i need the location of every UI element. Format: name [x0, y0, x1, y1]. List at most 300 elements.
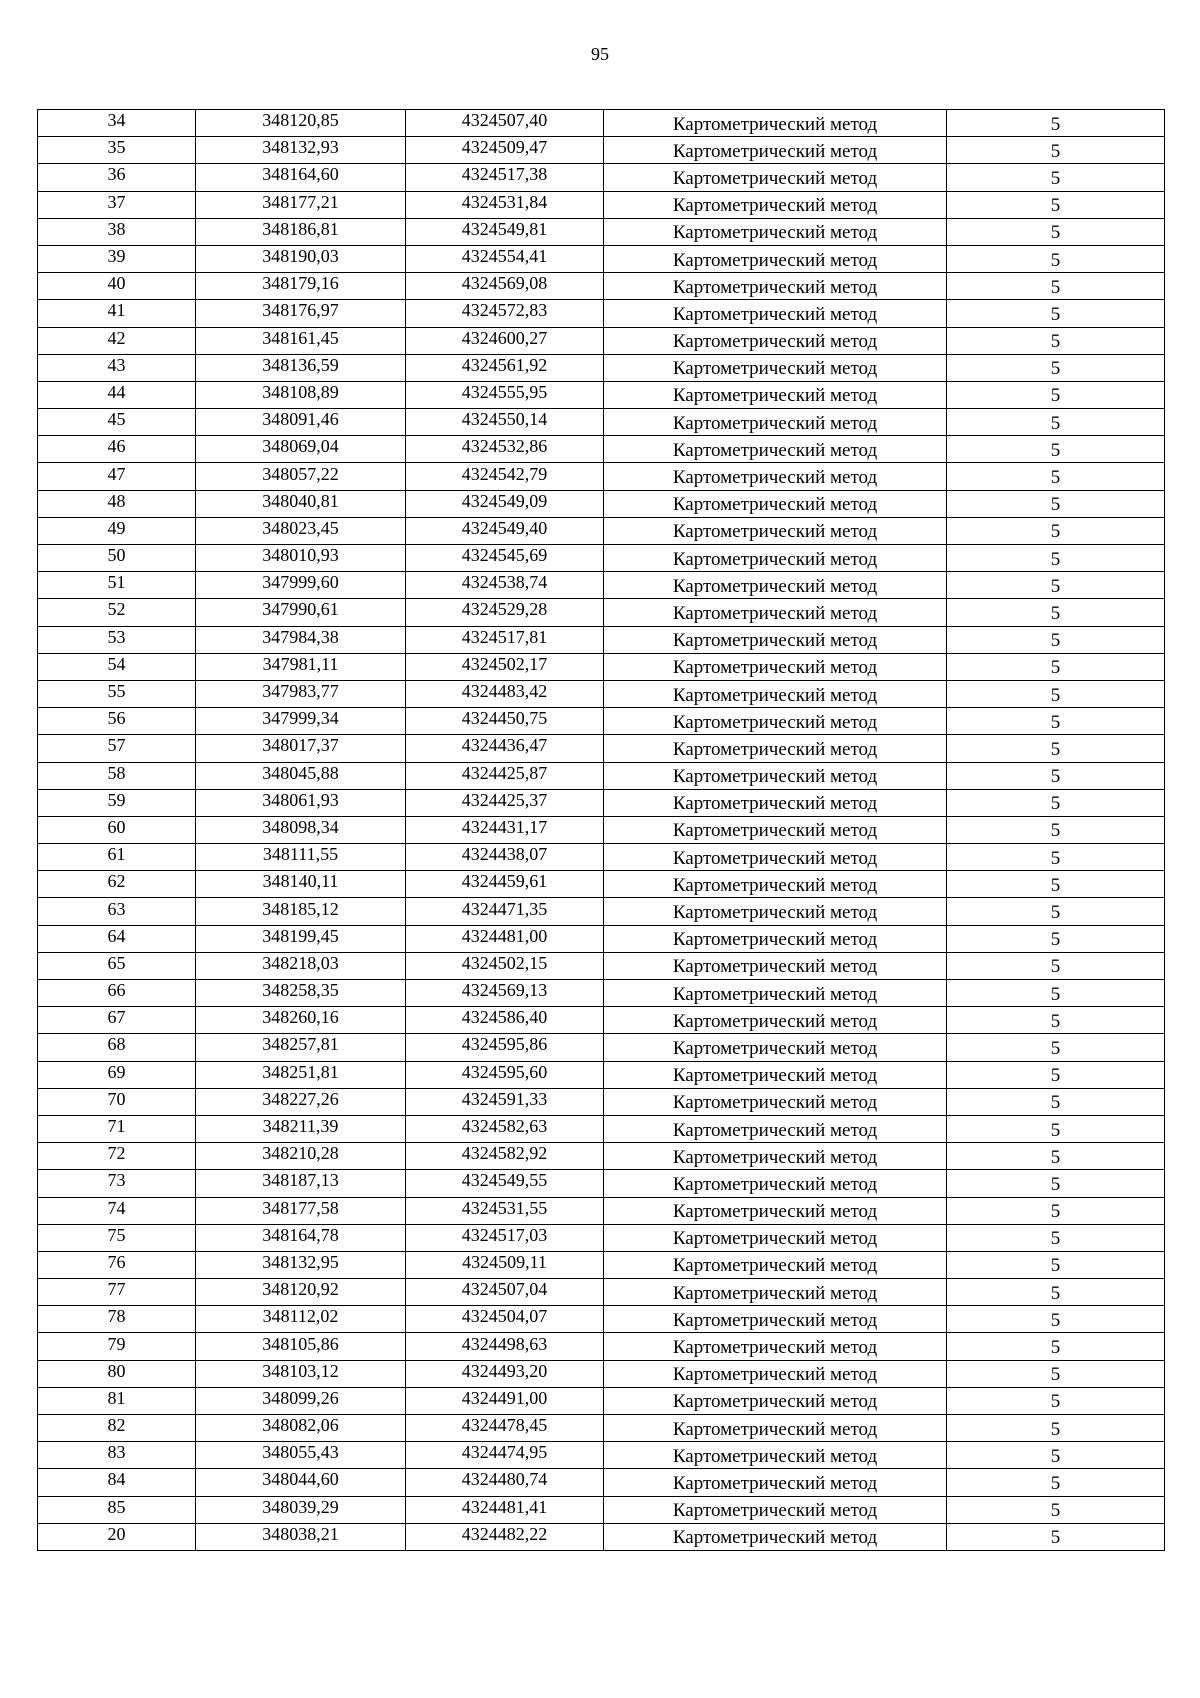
y-coordinate-cell: 4324531,84	[406, 191, 604, 218]
accuracy-cell: 5	[947, 1115, 1165, 1142]
point-number-cell: 34	[38, 110, 196, 137]
table-row	[38, 218, 1165, 245]
y-coordinate-cell: 4324569,13	[406, 980, 604, 1007]
x-coordinate-cell: 348082,06	[196, 1415, 406, 1442]
accuracy-cell: 5	[947, 599, 1165, 626]
table-row	[38, 1088, 1165, 1115]
y-coordinate-cell: 4324531,55	[406, 1197, 604, 1224]
method-cell: Картометрический метод	[604, 1523, 947, 1550]
point-number-cell: 35	[38, 137, 196, 164]
table-row	[38, 1061, 1165, 1088]
accuracy-cell: 5	[947, 137, 1165, 164]
accuracy-cell: 5	[947, 218, 1165, 245]
y-coordinate-cell: 4324582,63	[406, 1115, 604, 1142]
table-row	[38, 844, 1165, 871]
x-coordinate-cell: 347999,60	[196, 572, 406, 599]
table-row	[38, 572, 1165, 599]
x-coordinate-cell: 348258,35	[196, 980, 406, 1007]
method-cell: Картометрический метод	[604, 245, 947, 272]
point-number-cell: 59	[38, 789, 196, 816]
table-row	[38, 1360, 1165, 1387]
x-coordinate-cell: 348039,29	[196, 1496, 406, 1523]
y-coordinate-cell: 4324474,95	[406, 1442, 604, 1469]
x-coordinate-cell: 348164,78	[196, 1224, 406, 1251]
y-coordinate-cell: 4324569,08	[406, 273, 604, 300]
method-cell: Картометрический метод	[604, 925, 947, 952]
x-coordinate-cell: 348057,22	[196, 463, 406, 490]
table-row	[38, 599, 1165, 626]
point-number-cell: 40	[38, 273, 196, 300]
x-coordinate-cell: 348069,04	[196, 436, 406, 463]
table-row	[38, 871, 1165, 898]
coordinates-table-body	[38, 110, 1165, 1551]
point-number-cell: 64	[38, 925, 196, 952]
accuracy-cell: 5	[947, 653, 1165, 680]
accuracy-cell: 5	[947, 925, 1165, 952]
y-coordinate-cell: 4324502,15	[406, 952, 604, 979]
y-coordinate-cell: 4324459,61	[406, 871, 604, 898]
table-row	[38, 137, 1165, 164]
table-row	[38, 409, 1165, 436]
y-coordinate-cell: 4324507,04	[406, 1279, 604, 1306]
y-coordinate-cell: 4324529,28	[406, 599, 604, 626]
point-number-cell: 60	[38, 816, 196, 843]
y-coordinate-cell: 4324481,00	[406, 925, 604, 952]
table-row	[38, 789, 1165, 816]
point-number-cell: 67	[38, 1007, 196, 1034]
point-number-cell: 58	[38, 762, 196, 789]
point-number-cell: 53	[38, 626, 196, 653]
point-number-cell: 57	[38, 735, 196, 762]
x-coordinate-cell: 348120,85	[196, 110, 406, 137]
method-cell: Картометрический метод	[604, 218, 947, 245]
accuracy-cell: 5	[947, 354, 1165, 381]
method-cell: Картометрический метод	[604, 327, 947, 354]
table-row	[38, 898, 1165, 925]
point-number-cell: 61	[38, 844, 196, 871]
accuracy-cell: 5	[947, 545, 1165, 572]
accuracy-cell: 5	[947, 1496, 1165, 1523]
table-row	[38, 952, 1165, 979]
point-number-cell: 71	[38, 1115, 196, 1142]
method-cell: Картометрический метод	[604, 545, 947, 572]
x-coordinate-cell: 348044,60	[196, 1469, 406, 1496]
method-cell: Картометрический метод	[604, 680, 947, 707]
accuracy-cell: 5	[947, 980, 1165, 1007]
accuracy-cell: 5	[947, 898, 1165, 925]
method-cell: Картометрический метод	[604, 762, 947, 789]
table-row	[38, 300, 1165, 327]
y-coordinate-cell: 4324481,41	[406, 1496, 604, 1523]
table-row	[38, 816, 1165, 843]
point-number-cell: 56	[38, 708, 196, 735]
y-coordinate-cell: 4324591,33	[406, 1088, 604, 1115]
method-cell: Картометрический метод	[604, 490, 947, 517]
accuracy-cell: 5	[947, 409, 1165, 436]
x-coordinate-cell: 348179,16	[196, 273, 406, 300]
accuracy-cell: 5	[947, 1007, 1165, 1034]
x-coordinate-cell: 348185,12	[196, 898, 406, 925]
method-cell: Картометрический метод	[604, 735, 947, 762]
method-cell: Картометрический метод	[604, 1415, 947, 1442]
point-number-cell: 81	[38, 1387, 196, 1414]
method-cell: Картометрический метод	[604, 1279, 947, 1306]
y-coordinate-cell: 4324538,74	[406, 572, 604, 599]
method-cell: Картометрический метод	[604, 1387, 947, 1414]
y-coordinate-cell: 4324480,74	[406, 1469, 604, 1496]
table-row	[38, 1306, 1165, 1333]
method-cell: Картометрический метод	[604, 1469, 947, 1496]
table-row	[38, 1197, 1165, 1224]
method-cell: Картометрический метод	[604, 1170, 947, 1197]
y-coordinate-cell: 4324517,81	[406, 626, 604, 653]
accuracy-cell: 5	[947, 1197, 1165, 1224]
x-coordinate-cell: 348105,86	[196, 1333, 406, 1360]
point-number-cell: 76	[38, 1251, 196, 1278]
y-coordinate-cell: 4324545,69	[406, 545, 604, 572]
point-number-cell: 75	[38, 1224, 196, 1251]
y-coordinate-cell: 4324586,40	[406, 1007, 604, 1034]
point-number-cell: 42	[38, 327, 196, 354]
table-row	[38, 463, 1165, 490]
point-number-cell: 38	[38, 218, 196, 245]
point-number-cell: 41	[38, 300, 196, 327]
x-coordinate-cell: 347984,38	[196, 626, 406, 653]
y-coordinate-cell: 4324502,17	[406, 653, 604, 680]
x-coordinate-cell: 348038,21	[196, 1523, 406, 1550]
y-coordinate-cell: 4324509,47	[406, 137, 604, 164]
accuracy-cell: 5	[947, 381, 1165, 408]
table-row	[38, 980, 1165, 1007]
table-row	[38, 164, 1165, 191]
x-coordinate-cell: 348010,93	[196, 545, 406, 572]
y-coordinate-cell: 4324542,79	[406, 463, 604, 490]
method-cell: Картометрический метод	[604, 381, 947, 408]
x-coordinate-cell: 348017,37	[196, 735, 406, 762]
y-coordinate-cell: 4324431,17	[406, 816, 604, 843]
y-coordinate-cell: 4324600,27	[406, 327, 604, 354]
table-row	[38, 517, 1165, 544]
point-number-cell: 55	[38, 680, 196, 707]
accuracy-cell: 5	[947, 1251, 1165, 1278]
point-number-cell: 80	[38, 1360, 196, 1387]
accuracy-cell: 5	[947, 1415, 1165, 1442]
y-coordinate-cell: 4324550,14	[406, 409, 604, 436]
point-number-cell: 39	[38, 245, 196, 272]
point-number-cell: 48	[38, 490, 196, 517]
method-cell: Картометрический метод	[604, 1197, 947, 1224]
coordinates-table	[37, 109, 1165, 1551]
point-number-cell: 85	[38, 1496, 196, 1523]
table-row	[38, 735, 1165, 762]
accuracy-cell: 5	[947, 300, 1165, 327]
point-number-cell: 46	[38, 436, 196, 463]
accuracy-cell: 5	[947, 789, 1165, 816]
accuracy-cell: 5	[947, 245, 1165, 272]
x-coordinate-cell: 348136,59	[196, 354, 406, 381]
table-row	[38, 1523, 1165, 1550]
x-coordinate-cell: 348210,28	[196, 1143, 406, 1170]
method-cell: Картометрический метод	[604, 1088, 947, 1115]
x-coordinate-cell: 348120,92	[196, 1279, 406, 1306]
y-coordinate-cell: 4324582,92	[406, 1143, 604, 1170]
x-coordinate-cell: 347999,34	[196, 708, 406, 735]
point-number-cell: 37	[38, 191, 196, 218]
accuracy-cell: 5	[947, 1279, 1165, 1306]
accuracy-cell: 5	[947, 1034, 1165, 1061]
method-cell: Картометрический метод	[604, 1442, 947, 1469]
point-number-cell: 73	[38, 1170, 196, 1197]
table-row	[38, 1496, 1165, 1523]
accuracy-cell: 5	[947, 327, 1165, 354]
x-coordinate-cell: 347990,61	[196, 599, 406, 626]
table-row	[38, 1387, 1165, 1414]
x-coordinate-cell: 348177,58	[196, 1197, 406, 1224]
accuracy-cell: 5	[947, 572, 1165, 599]
x-coordinate-cell: 348132,95	[196, 1251, 406, 1278]
method-cell: Картометрический метод	[604, 436, 947, 463]
point-number-cell: 68	[38, 1034, 196, 1061]
method-cell: Картометрический метод	[604, 110, 947, 137]
x-coordinate-cell: 348199,45	[196, 925, 406, 952]
point-number-cell: 74	[38, 1197, 196, 1224]
accuracy-cell: 5	[947, 708, 1165, 735]
accuracy-cell: 5	[947, 517, 1165, 544]
method-cell: Картометрический метод	[604, 1224, 947, 1251]
accuracy-cell: 5	[947, 816, 1165, 843]
accuracy-cell: 5	[947, 1170, 1165, 1197]
table-row	[38, 327, 1165, 354]
method-cell: Картометрический метод	[604, 789, 947, 816]
accuracy-cell: 5	[947, 1469, 1165, 1496]
method-cell: Картометрический метод	[604, 517, 947, 544]
method-cell: Картометрический метод	[604, 844, 947, 871]
method-cell: Картометрический метод	[604, 708, 947, 735]
y-coordinate-cell: 4324504,07	[406, 1306, 604, 1333]
method-cell: Картометрический метод	[604, 273, 947, 300]
y-coordinate-cell: 4324425,37	[406, 789, 604, 816]
x-coordinate-cell: 348187,13	[196, 1170, 406, 1197]
table-row	[38, 110, 1165, 137]
method-cell: Картометрический метод	[604, 626, 947, 653]
accuracy-cell: 5	[947, 1143, 1165, 1170]
point-number-cell: 20	[38, 1523, 196, 1550]
x-coordinate-cell: 348260,16	[196, 1007, 406, 1034]
table-row	[38, 1170, 1165, 1197]
method-cell: Картометрический метод	[604, 1061, 947, 1088]
point-number-cell: 72	[38, 1143, 196, 1170]
point-number-cell: 70	[38, 1088, 196, 1115]
x-coordinate-cell: 348091,46	[196, 409, 406, 436]
table-row	[38, 1007, 1165, 1034]
table-row	[38, 1115, 1165, 1142]
table-row	[38, 1224, 1165, 1251]
accuracy-cell: 5	[947, 1061, 1165, 1088]
accuracy-cell: 5	[947, 1387, 1165, 1414]
y-coordinate-cell: 4324549,09	[406, 490, 604, 517]
table-row	[38, 436, 1165, 463]
table-row	[38, 708, 1165, 735]
method-cell: Картометрический метод	[604, 816, 947, 843]
point-number-cell: 66	[38, 980, 196, 1007]
point-number-cell: 77	[38, 1279, 196, 1306]
method-cell: Картометрический метод	[604, 952, 947, 979]
table-row	[38, 626, 1165, 653]
method-cell: Картометрический метод	[604, 1115, 947, 1142]
accuracy-cell: 5	[947, 735, 1165, 762]
y-coordinate-cell: 4324498,63	[406, 1333, 604, 1360]
x-coordinate-cell: 348040,81	[196, 490, 406, 517]
method-cell: Картометрический метод	[604, 1360, 947, 1387]
accuracy-cell: 5	[947, 952, 1165, 979]
x-coordinate-cell: 348186,81	[196, 218, 406, 245]
method-cell: Картометрический метод	[604, 1496, 947, 1523]
x-coordinate-cell: 347983,77	[196, 680, 406, 707]
x-coordinate-cell: 348161,45	[196, 327, 406, 354]
y-coordinate-cell: 4324572,83	[406, 300, 604, 327]
method-cell: Картометрический метод	[604, 191, 947, 218]
y-coordinate-cell: 4324549,81	[406, 218, 604, 245]
point-number-cell: 51	[38, 572, 196, 599]
y-coordinate-cell: 4324425,87	[406, 762, 604, 789]
x-coordinate-cell: 348112,02	[196, 1306, 406, 1333]
x-coordinate-cell: 348257,81	[196, 1034, 406, 1061]
point-number-cell: 78	[38, 1306, 196, 1333]
method-cell: Картометрический метод	[604, 898, 947, 925]
table-row	[38, 1415, 1165, 1442]
y-coordinate-cell: 4324509,11	[406, 1251, 604, 1278]
table-row	[38, 354, 1165, 381]
accuracy-cell: 5	[947, 626, 1165, 653]
point-number-cell: 54	[38, 653, 196, 680]
x-coordinate-cell: 348132,93	[196, 137, 406, 164]
point-number-cell: 83	[38, 1442, 196, 1469]
table-row	[38, 925, 1165, 952]
y-coordinate-cell: 4324438,07	[406, 844, 604, 871]
x-coordinate-cell: 348055,43	[196, 1442, 406, 1469]
point-number-cell: 50	[38, 545, 196, 572]
accuracy-cell: 5	[947, 110, 1165, 137]
accuracy-cell: 5	[947, 1306, 1165, 1333]
accuracy-cell: 5	[947, 164, 1165, 191]
y-coordinate-cell: 4324482,22	[406, 1523, 604, 1550]
method-cell: Картометрический метод	[604, 1251, 947, 1278]
table-row	[38, 490, 1165, 517]
method-cell: Картометрический метод	[604, 599, 947, 626]
y-coordinate-cell: 4324507,40	[406, 110, 604, 137]
y-coordinate-cell: 4324450,75	[406, 708, 604, 735]
point-number-cell: 82	[38, 1415, 196, 1442]
point-number-cell: 62	[38, 871, 196, 898]
point-number-cell: 44	[38, 381, 196, 408]
y-coordinate-cell: 4324549,40	[406, 517, 604, 544]
method-cell: Картометрический метод	[604, 409, 947, 436]
accuracy-cell: 5	[947, 463, 1165, 490]
table-row	[38, 545, 1165, 572]
method-cell: Картометрический метод	[604, 653, 947, 680]
table-row	[38, 1442, 1165, 1469]
x-coordinate-cell: 348218,03	[196, 952, 406, 979]
method-cell: Картометрический метод	[604, 572, 947, 599]
x-coordinate-cell: 348108,89	[196, 381, 406, 408]
accuracy-cell: 5	[947, 436, 1165, 463]
y-coordinate-cell: 4324493,20	[406, 1360, 604, 1387]
table-row	[38, 762, 1165, 789]
method-cell: Картометрический метод	[604, 463, 947, 490]
method-cell: Картометрический метод	[604, 1306, 947, 1333]
x-coordinate-cell: 348023,45	[196, 517, 406, 544]
method-cell: Картометрический метод	[604, 871, 947, 898]
page-number: 95	[591, 44, 609, 64]
accuracy-cell: 5	[947, 1333, 1165, 1360]
method-cell: Картометрический метод	[604, 1143, 947, 1170]
y-coordinate-cell: 4324532,86	[406, 436, 604, 463]
method-cell: Картометрический метод	[604, 1007, 947, 1034]
point-number-cell: 45	[38, 409, 196, 436]
y-coordinate-cell: 4324491,00	[406, 1387, 604, 1414]
table-row	[38, 191, 1165, 218]
method-cell: Картометрический метод	[604, 300, 947, 327]
accuracy-cell: 5	[947, 490, 1165, 517]
point-number-cell: 47	[38, 463, 196, 490]
method-cell: Картометрический метод	[604, 164, 947, 191]
table-row	[38, 1034, 1165, 1061]
table-row	[38, 653, 1165, 680]
method-cell: Картометрический метод	[604, 1333, 947, 1360]
x-coordinate-cell: 348190,03	[196, 245, 406, 272]
y-coordinate-cell: 4324549,55	[406, 1170, 604, 1197]
y-coordinate-cell: 4324555,95	[406, 381, 604, 408]
point-number-cell: 36	[38, 164, 196, 191]
point-number-cell: 84	[38, 1469, 196, 1496]
x-coordinate-cell: 348140,11	[196, 871, 406, 898]
x-coordinate-cell: 348211,39	[196, 1115, 406, 1142]
accuracy-cell: 5	[947, 273, 1165, 300]
x-coordinate-cell: 348061,93	[196, 789, 406, 816]
accuracy-cell: 5	[947, 1088, 1165, 1115]
x-coordinate-cell: 348111,55	[196, 844, 406, 871]
method-cell: Картометрический метод	[604, 137, 947, 164]
accuracy-cell: 5	[947, 762, 1165, 789]
accuracy-cell: 5	[947, 191, 1165, 218]
method-cell: Картометрический метод	[604, 980, 947, 1007]
table-row	[38, 1279, 1165, 1306]
point-number-cell: 49	[38, 517, 196, 544]
y-coordinate-cell: 4324478,45	[406, 1415, 604, 1442]
point-number-cell: 43	[38, 354, 196, 381]
x-coordinate-cell: 347981,11	[196, 653, 406, 680]
y-coordinate-cell: 4324483,42	[406, 680, 604, 707]
point-number-cell: 69	[38, 1061, 196, 1088]
table-row	[38, 1143, 1165, 1170]
x-coordinate-cell: 348251,81	[196, 1061, 406, 1088]
x-coordinate-cell: 348164,60	[196, 164, 406, 191]
y-coordinate-cell: 4324436,47	[406, 735, 604, 762]
y-coordinate-cell: 4324517,38	[406, 164, 604, 191]
y-coordinate-cell: 4324554,41	[406, 245, 604, 272]
point-number-cell: 65	[38, 952, 196, 979]
table-row	[38, 245, 1165, 272]
x-coordinate-cell: 348045,88	[196, 762, 406, 789]
x-coordinate-cell: 348099,26	[196, 1387, 406, 1414]
accuracy-cell: 5	[947, 680, 1165, 707]
x-coordinate-cell: 348103,12	[196, 1360, 406, 1387]
accuracy-cell: 5	[947, 1523, 1165, 1550]
table-row	[38, 1333, 1165, 1360]
table-row	[38, 1469, 1165, 1496]
point-number-cell: 52	[38, 599, 196, 626]
table-row	[38, 381, 1165, 408]
